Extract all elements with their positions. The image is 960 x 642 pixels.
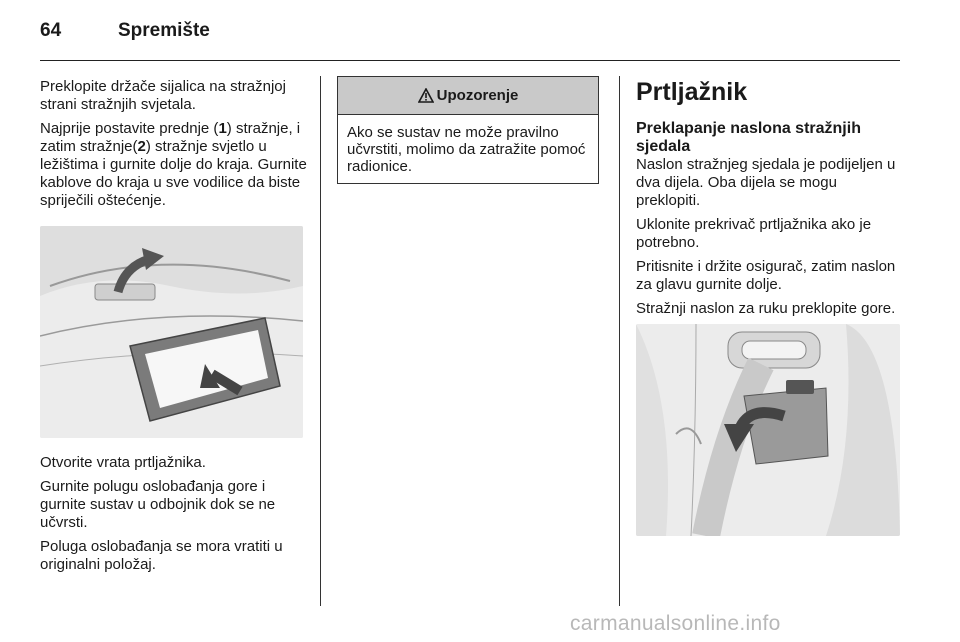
bike-carrier-illustration	[40, 226, 303, 438]
text-part: Najprije postavite prednje (	[40, 120, 219, 137]
warning-box	[337, 76, 599, 184]
paragraph-seat-split: Naslon stražnjeg sjedala je podijeljen u dva dijela. Oba dijela se mogu preklopiti.	[636, 156, 896, 209]
chapter-heading: Prtljažnik	[636, 78, 748, 106]
column-divider-left	[320, 76, 321, 606]
text-part: ) stražnje, i zatim stražnje(	[40, 120, 301, 155]
warning-title: Upozorenje	[436, 87, 519, 104]
warning-triangle-icon	[418, 88, 434, 103]
paragraph-armrest: Stražnji naslon za ruku preklopite gore.	[636, 300, 896, 317]
column-3	[636, 76, 904, 536]
paragraph-bulb-holders: Preklopite držače sijalica na stražnjoj strani stražnjih svjetala.	[40, 78, 286, 113]
watermark: carmanualsonline.info	[570, 612, 781, 635]
paragraph-headrest: Pritisnite i držite osigurač, zatim naslon za glavu gurnite dolje.	[636, 258, 896, 293]
paragraph-remove-cover: Uklonite prekrivač prtljažnika ako je potrebno.	[636, 216, 872, 251]
paragraph-install-lights	[40, 120, 308, 210]
text-part: ) stražnje svjetlo u ležištima i gurnite dolje do kraja. Gurnite kablove do kraja u sve vodilice da biste spriječili oštećenje.	[40, 138, 307, 209]
paragraph-open-tailgate: Otvorite vrata prtljažnika.	[40, 454, 206, 471]
column-1	[40, 78, 308, 580]
column-divider-right	[619, 76, 620, 606]
warning-header	[338, 77, 598, 115]
rear-seat-illustration	[636, 324, 900, 536]
paragraph-push-lever: Gurnite polugu oslobađanja gore i gurnite sustav u odbojnik dok se ne učvrsti.	[40, 478, 276, 531]
header-rule	[40, 60, 900, 61]
subsection-heading: Preklapanje naslona stražnjih sjedala	[636, 120, 861, 155]
callout-number-1: 1	[218, 120, 227, 137]
page-number: 64	[40, 20, 62, 41]
paragraph-lever-return: Poluga oslobađanja se mora vratiti u originalni položaj.	[40, 538, 283, 573]
section-title: Spremište	[118, 20, 210, 41]
warning-body: Ako se sustav ne može pravilno učvrstiti, molimo da zatražite pomoć radionice.	[347, 124, 586, 175]
callout-number-2: 2	[137, 138, 146, 155]
